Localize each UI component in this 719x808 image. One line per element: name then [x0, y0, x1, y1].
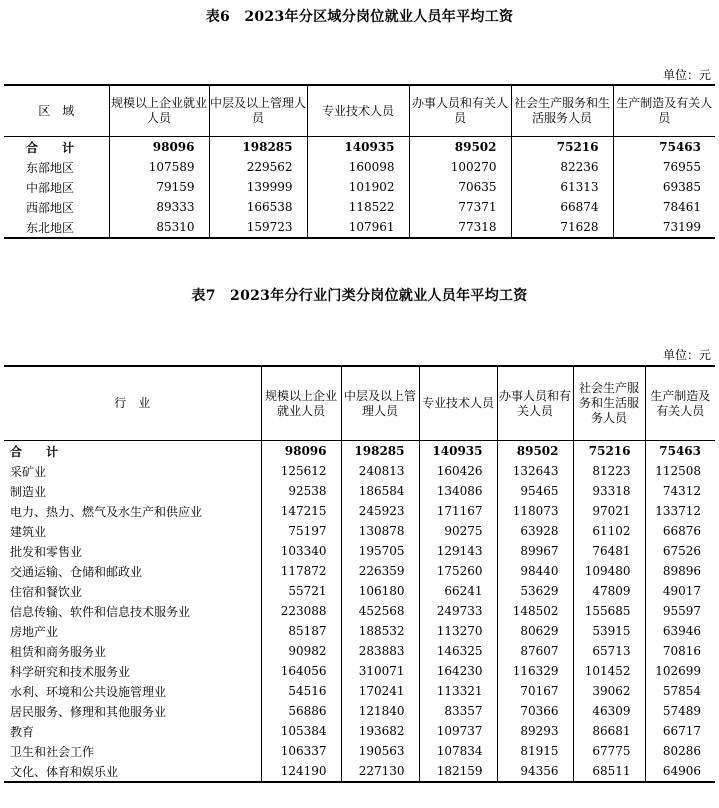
table-cell: 310071: [341, 661, 419, 681]
table-cell: 175260: [419, 561, 497, 581]
table-cell: 建筑业: [10, 524, 47, 539]
table6-header-col6: 生产制造及有关人员: [613, 85, 715, 137]
table-row: [4, 157, 715, 177]
table7-header-col6: 生产制造及有关人员: [645, 366, 715, 441]
table-cell: 98440: [497, 561, 573, 581]
table-cell: 82236: [511, 157, 613, 177]
table-cell: 229562: [209, 157, 307, 177]
table-cell: 89967: [497, 541, 573, 561]
table-cell: 101902: [307, 177, 409, 197]
table-cell: 107834: [419, 741, 497, 761]
table-cell: 452568: [341, 601, 419, 621]
table-cell: 89293: [497, 721, 573, 741]
table-row: [4, 701, 715, 721]
table-cell: 批发和零售业: [10, 544, 83, 559]
table-cell: 198285: [209, 137, 307, 158]
table-cell: 制造业: [10, 484, 47, 499]
table-cell: 54516: [261, 681, 341, 701]
table-cell: 66876: [645, 521, 715, 541]
table-cell: 合 计: [10, 444, 65, 459]
table-cell: 东部地区: [26, 160, 75, 175]
table-cell: 139999: [209, 177, 307, 197]
table-cell: 合 计: [26, 140, 81, 155]
table-cell: 75216: [511, 137, 613, 158]
table-cell: 63928: [497, 521, 573, 541]
table-cell: 106337: [261, 741, 341, 761]
table-cell: 47809: [573, 581, 645, 601]
table-cell: 94356: [497, 761, 573, 782]
table-row: [4, 177, 715, 197]
table-cell: 129143: [419, 541, 497, 561]
table-cell: 住宿和餐饮业: [10, 584, 83, 599]
table-cell: 155685: [573, 601, 645, 621]
table-cell: 66717: [645, 721, 715, 741]
table6-unit: 单位：元: [662, 68, 711, 82]
table-cell: 80286: [645, 741, 715, 761]
table-cell: 67526: [645, 541, 715, 561]
table-cell: 46309: [573, 701, 645, 721]
table-cell: 76481: [573, 541, 645, 561]
table-cell: 电力、热力、燃气及水生产和供应业: [10, 504, 203, 519]
table-cell: 170241: [341, 681, 419, 701]
table-cell: 70366: [497, 701, 573, 721]
table-cell: 56886: [261, 701, 341, 721]
table-cell: 66241: [419, 581, 497, 601]
table6-title: 表6 2023年分区域分岗位就业人员年平均工资: [205, 9, 514, 25]
table-cell: 166538: [209, 197, 307, 217]
table-cell: 81223: [573, 461, 645, 481]
table-cell: 86681: [573, 721, 645, 741]
table-cell: 121840: [341, 701, 419, 721]
table-cell: 87607: [497, 641, 573, 661]
table-cell: 53915: [573, 621, 645, 641]
table-cell: 107961: [307, 217, 409, 238]
table7-row-total: [4, 441, 715, 462]
table-cell: 100270: [409, 157, 511, 177]
table-cell: 75463: [645, 441, 715, 462]
table-cell: 160426: [419, 461, 497, 481]
table-cell: 98096: [261, 441, 341, 462]
table7-header-col1: 规模以上企业就业人员: [261, 366, 341, 441]
table-row: [4, 561, 715, 581]
table6: [4, 84, 715, 239]
table-row: [4, 641, 715, 661]
table-row: [4, 721, 715, 741]
table-cell: 信息传输、软件和信息技术服务业: [10, 604, 191, 619]
table-cell: 93318: [573, 481, 645, 501]
table-cell: 89502: [497, 441, 573, 462]
table-cell: 113321: [419, 681, 497, 701]
table-row: [4, 541, 715, 561]
table-cell: 89502: [409, 137, 511, 158]
table-row: [4, 761, 715, 782]
table-cell: 101452: [573, 661, 645, 681]
table-cell: 中部地区: [26, 180, 75, 195]
table-cell: 85310: [109, 217, 209, 238]
table-cell: 55721: [261, 581, 341, 601]
table7-header-col4: 办事人员和有关人员: [497, 366, 573, 441]
table-cell: 193682: [341, 721, 419, 741]
table-cell: 159723: [209, 217, 307, 238]
table-row: [4, 501, 715, 521]
table-cell: 227130: [341, 761, 419, 782]
table-row: [4, 681, 715, 701]
table-cell: 95597: [645, 601, 715, 621]
table7-unit: 单位：元: [662, 348, 711, 362]
table-cell: 164056: [261, 661, 341, 681]
table-cell: 文化、体育和娱乐业: [10, 764, 119, 779]
table-cell: 49017: [645, 581, 715, 601]
table-cell: 147215: [261, 501, 341, 521]
table-row: [4, 521, 715, 541]
table-cell: 107589: [109, 157, 209, 177]
table-cell: 83357: [419, 701, 497, 721]
table-cell: 249733: [419, 601, 497, 621]
table-cell: 71628: [511, 217, 613, 238]
table-cell: 房地产业: [10, 624, 59, 639]
table-cell: 采矿业: [10, 464, 47, 479]
table-cell: 39062: [573, 681, 645, 701]
table-cell: 146325: [419, 641, 497, 661]
table-cell: 77318: [409, 217, 511, 238]
table-cell: 133712: [645, 501, 715, 521]
table-cell: 70635: [409, 177, 511, 197]
table-cell: 75463: [613, 137, 715, 158]
table-cell: 240813: [341, 461, 419, 481]
table-cell: 77371: [409, 197, 511, 217]
table7-header-col5: 社会生产服务和生活服务人员: [573, 366, 645, 441]
table7-header-col2: 中层及以上管理人员: [341, 366, 419, 441]
table-cell: 69385: [613, 177, 715, 197]
table-cell: 90982: [261, 641, 341, 661]
table-row: [4, 601, 715, 621]
table-cell: 63946: [645, 621, 715, 641]
table-cell: 65713: [573, 641, 645, 661]
table-row: [4, 461, 715, 481]
table-cell: 85187: [261, 621, 341, 641]
table-cell: 140935: [419, 441, 497, 462]
table-cell: 102699: [645, 661, 715, 681]
table-row: [4, 741, 715, 761]
table-cell: 118522: [307, 197, 409, 217]
table-cell: 76955: [613, 157, 715, 177]
table-cell: 东北地区: [26, 220, 75, 235]
table-cell: 居民服务、修理和其他服务业: [10, 704, 167, 719]
table-cell: 223088: [261, 601, 341, 621]
table-cell: 226359: [341, 561, 419, 581]
table-cell: 61102: [573, 521, 645, 541]
table-cell: 109737: [419, 721, 497, 741]
table-cell: 租赁和商务服务业: [10, 644, 107, 659]
table-cell: 106180: [341, 581, 419, 601]
table-cell: 245923: [341, 501, 419, 521]
table-cell: 95465: [497, 481, 573, 501]
table-cell: 105384: [261, 721, 341, 741]
table-cell: 195705: [341, 541, 419, 561]
table-row: [4, 661, 715, 681]
table-cell: 66874: [511, 197, 613, 217]
table-cell: 171167: [419, 501, 497, 521]
table-row: [4, 621, 715, 641]
table-cell: 73199: [613, 217, 715, 238]
table-cell: 125612: [261, 461, 341, 481]
table-cell: 科学研究和技术服务业: [10, 664, 131, 679]
table-cell: 112508: [645, 461, 715, 481]
table6-header-col2: 中层及以上管理人员: [209, 85, 307, 137]
table-cell: 90275: [419, 521, 497, 541]
table-cell: 80629: [497, 621, 573, 641]
table-cell: 水利、环境和公共设施管理业: [10, 684, 167, 699]
table-cell: 113270: [419, 621, 497, 641]
table-cell: 70167: [497, 681, 573, 701]
table-cell: 124190: [261, 761, 341, 782]
table-cell: 164230: [419, 661, 497, 681]
table-cell: 74312: [645, 481, 715, 501]
table-cell: 53629: [497, 581, 573, 601]
table-cell: 109480: [573, 561, 645, 581]
table-cell: 卫生和社会工作: [10, 744, 95, 759]
table-cell: 182159: [419, 761, 497, 782]
table-cell: 134086: [419, 481, 497, 501]
table-cell: 70816: [645, 641, 715, 661]
table-row: [4, 581, 715, 601]
table-cell: 140935: [307, 137, 409, 158]
table-cell: 160098: [307, 157, 409, 177]
table6-header-col5: 社会生产服务和生活服务人员: [511, 85, 613, 137]
table-cell: 61313: [511, 177, 613, 197]
table-cell: 68511: [573, 761, 645, 782]
table-cell: 97021: [573, 501, 645, 521]
table-cell: 64906: [645, 761, 715, 782]
table-cell: 188532: [341, 621, 419, 641]
table-cell: 89896: [645, 561, 715, 581]
table6-header-col4: 办事人员和有关人员: [409, 85, 511, 137]
table-cell: 148502: [497, 601, 573, 621]
table-cell: 117872: [261, 561, 341, 581]
table-row: [4, 481, 715, 501]
table-cell: 89333: [109, 197, 209, 217]
table6-row-total: [4, 137, 715, 158]
table7-header-col3: 专业技术人员: [419, 366, 497, 441]
table7-header-industry: 行 业: [4, 366, 261, 441]
table-cell: 198285: [341, 441, 419, 462]
table-cell: 交通运输、仓储和邮政业: [10, 564, 143, 579]
table-cell: 190563: [341, 741, 419, 761]
table-row: [4, 217, 715, 238]
table6-header-col1: 规模以上企业就业人员: [109, 85, 209, 137]
table-row: [4, 197, 715, 217]
table-cell: 75216: [573, 441, 645, 462]
table-cell: 98096: [109, 137, 209, 158]
table6-header-col3: 专业技术人员: [307, 85, 409, 137]
table-cell: 57489: [645, 701, 715, 721]
table-cell: 283883: [341, 641, 419, 661]
table7-title: 表7 2023年分行业门类分岗位就业人员年平均工资: [191, 288, 528, 304]
table-cell: 186584: [341, 481, 419, 501]
table-cell: 103340: [261, 541, 341, 561]
table-cell: 92538: [261, 481, 341, 501]
table7: [4, 365, 715, 783]
table-cell: 75197: [261, 521, 341, 541]
table-cell: 57854: [645, 681, 715, 701]
table-cell: 81915: [497, 741, 573, 761]
table-cell: 教育: [10, 724, 35, 739]
table-cell: 67775: [573, 741, 645, 761]
table6-header-region: 区 域: [4, 85, 109, 137]
table-cell: 116329: [497, 661, 573, 681]
table-cell: 78461: [613, 197, 715, 217]
table-cell: 132643: [497, 461, 573, 481]
table-cell: 118073: [497, 501, 573, 521]
table-cell: 130878: [341, 521, 419, 541]
table-cell: 79159: [109, 177, 209, 197]
table-cell: 西部地区: [26, 200, 75, 215]
